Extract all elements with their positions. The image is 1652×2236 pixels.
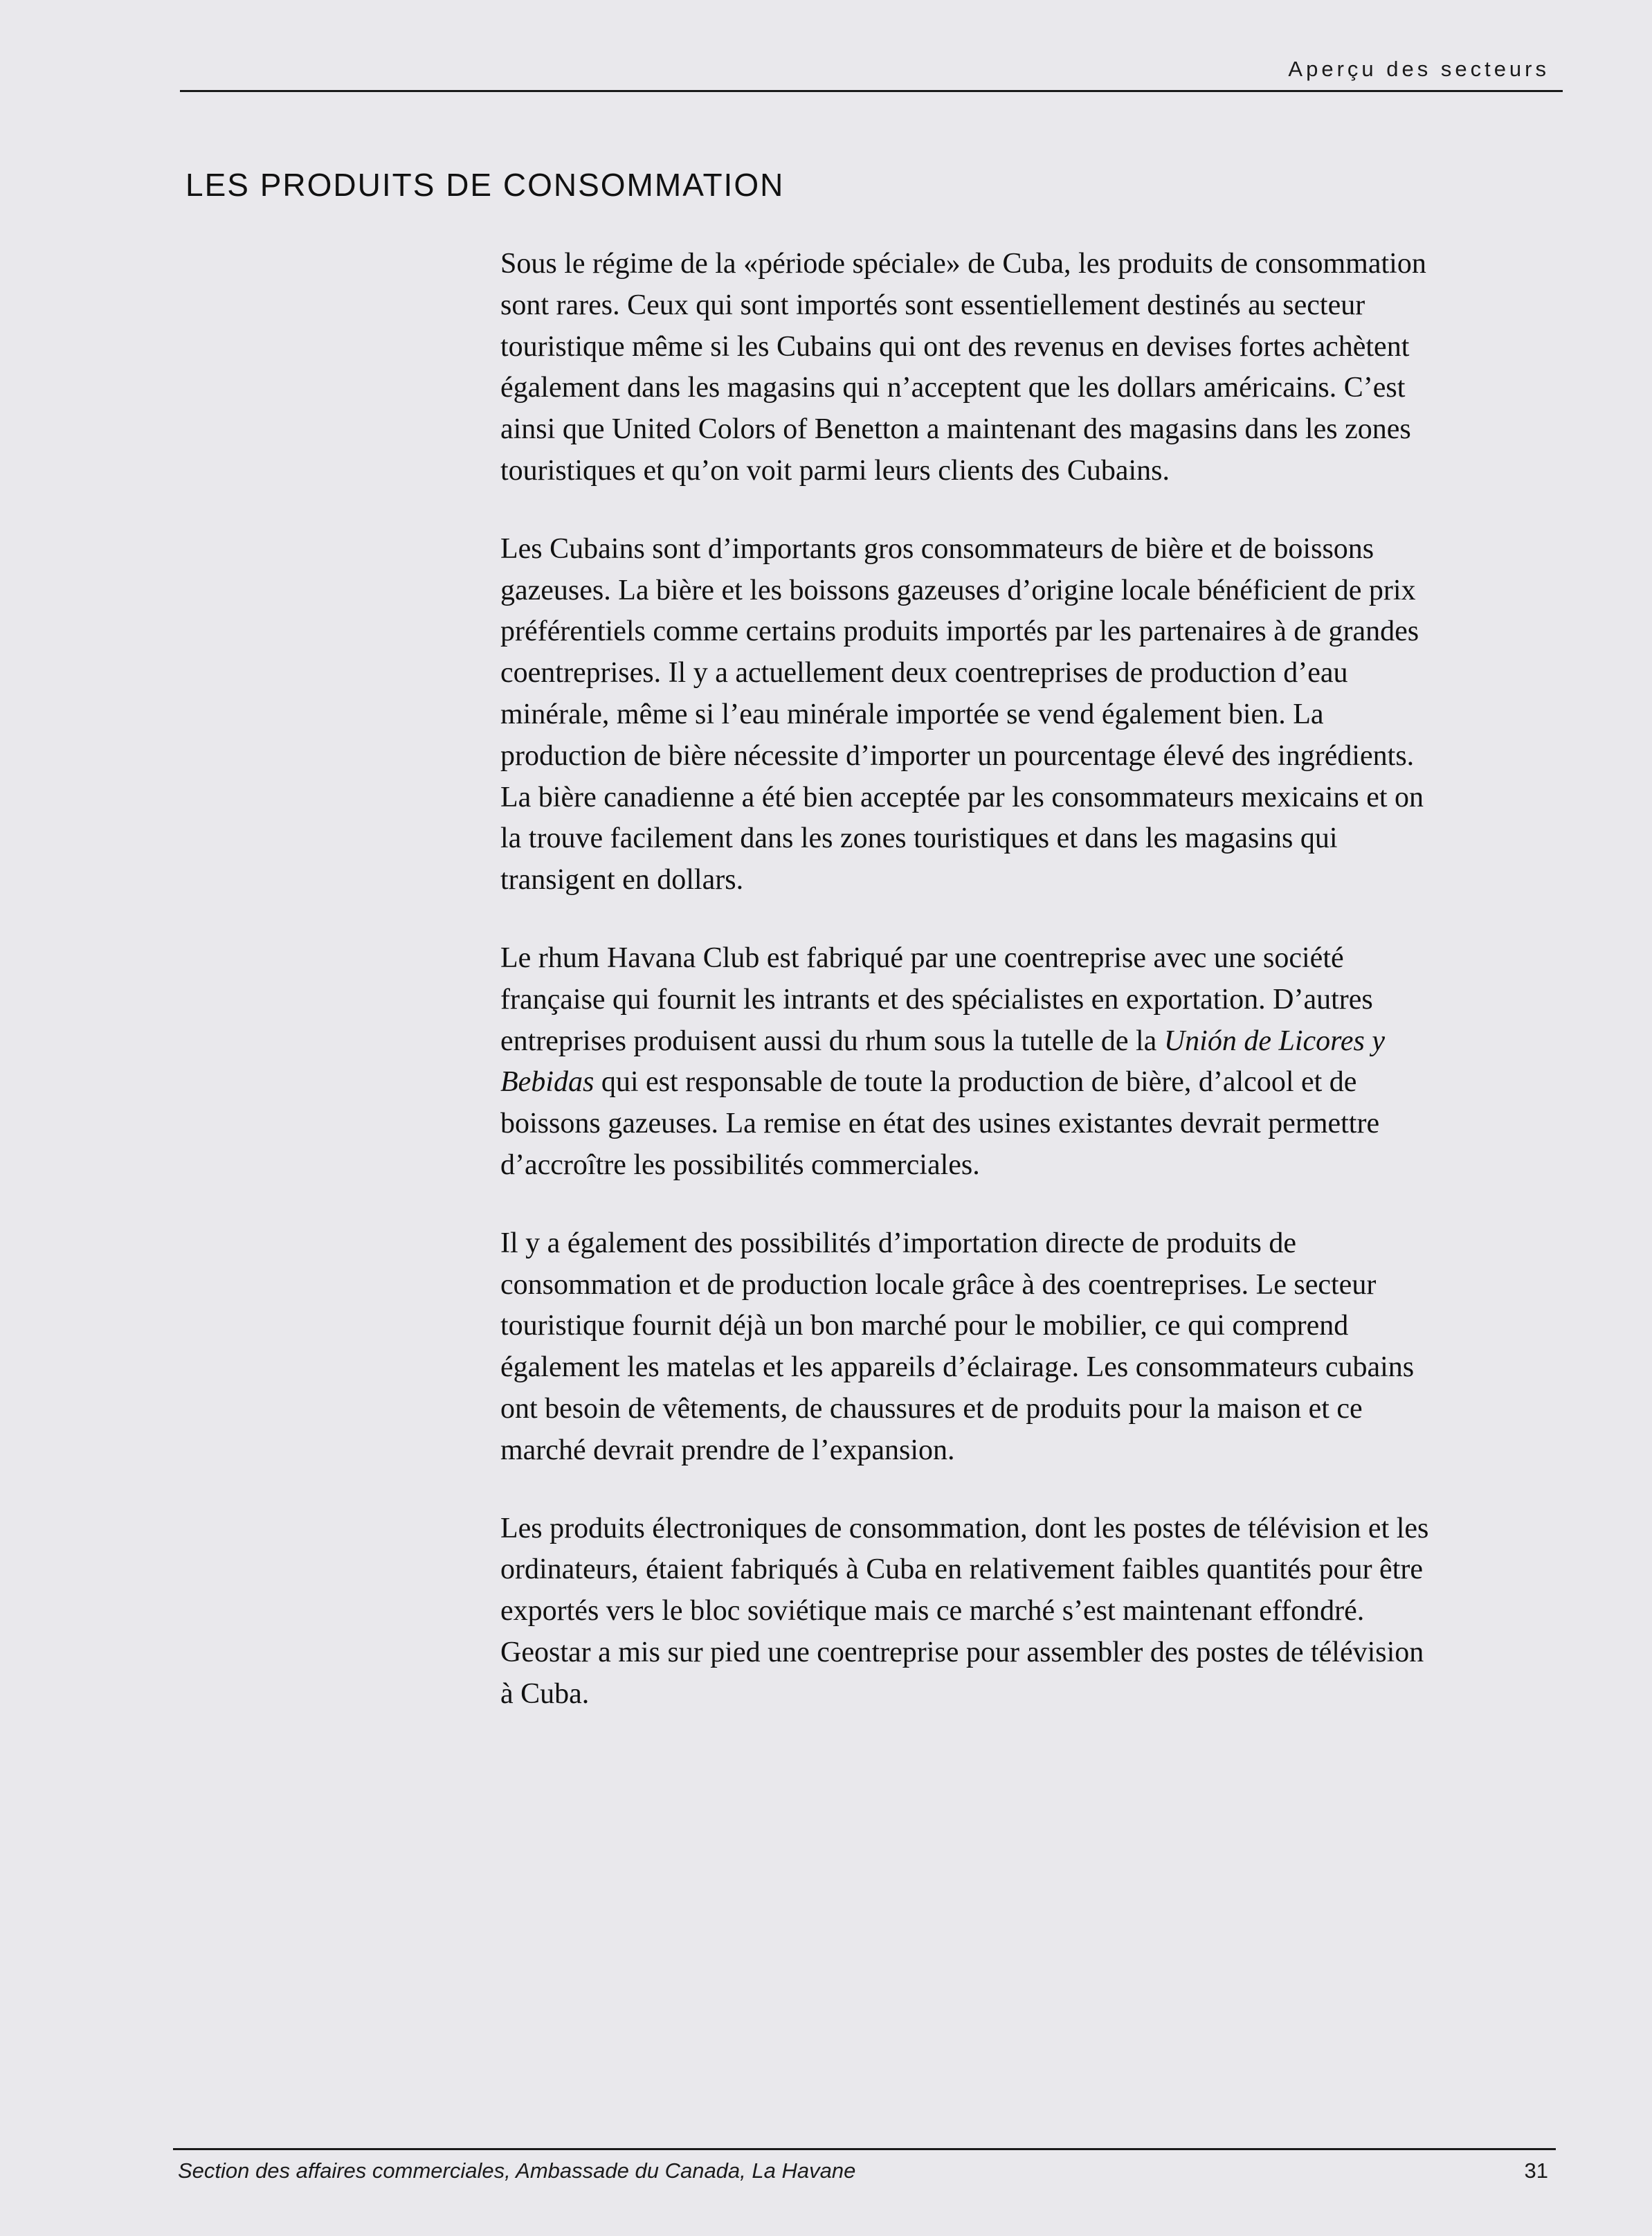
paragraph-3-text-start: Le rhum Havana Club est fabriqué par une coentreprise avec une société française qui fournit les intrants et des spécialistes en exportation. D’autres entreprises produisent aussi du rhum sous la tutelle de la	[500, 941, 1373, 1057]
section-title: LES PRODUITS DE CONSOMMATION	[185, 167, 785, 203]
paragraph-3	[500, 938, 1443, 1187]
header-rule	[180, 90, 1563, 92]
paragraph-4: Il y a également des possibilités d’importation directe de produits de consommation et de production locale grâce à des coentreprises. Le secteur touristique fournit déjà un bon marché pour le mobilier, ce qui comprend également les matelas et les appareils d’éclairage. Les consommateurs cubains ont besoin de vêtements, de chaussures et de produits pour la maison et ce marché devrait prendre de l’expansion.	[500, 1227, 1415, 1466]
footer-text: Section des affaires commerciales, Ambassade du Canada, La Havane	[178, 2158, 856, 2183]
paragraph-2: Les Cubains sont d’importants gros consommateurs de bière et de boissons gazeuses. La bière et les boissons gazeuses d’origine locale bénéficient de prix préférentiels comme certains produits importés par les partenaires à de grandes coentreprises. Il y a actuellement deux coentreprises de production d’eau minérale, même si l’eau minérale importée se vend également bien. La production de bière nécessite d’importer un pourcentage élevé des ingrédients. La bière canadienne a été bien acceptée par les consommateurs mexicains et on la trouve facilement dans les zones touristiques et dans les magasins qui transigent en dollars.	[500, 532, 1424, 896]
footer-rule	[173, 2148, 1556, 2150]
running-header: Aperçu des secteurs	[1288, 57, 1550, 81]
paragraph-3-italic-name: Unión de Licores y Bebidas	[500, 1025, 1386, 1099]
body-text	[500, 244, 1443, 1752]
page-number: 31	[1524, 2158, 1548, 2183]
paragraph-3-text-end: qui est responsable de toute la production de bière, d’alcool et de boissons gazeuses. La remise en état des usines existantes devrait permettre d’accroître les possibilités commerciales.	[500, 1066, 1380, 1181]
paragraph-5: Les produits électroniques de consommation, dont les postes de télévision et les ordinateurs, étaient fabriqués à Cuba en relativement faibles quantités pour être exportés vers le bloc soviétique mais ce marché s’est maintenant effondré. Geostar a mis sur pied une coentreprise pour assembler des postes de télévision à Cuba.	[500, 1512, 1429, 1710]
paragraph-1: Sous le régime de la «période spéciale» de Cuba, les produits de consommation sont rares. Ceux qui sont importés sont essentiellement destinés au secteur touristique même si les Cubains qui ont des revenus en devises fortes achètent également dans les magasins qui n’acceptent que les dollars américains. C’est ainsi que United Colors of Benetton a maintenant des magasins dans les zones touristiques et qu’on voit parmi leurs clients des Cubains.	[500, 248, 1426, 487]
